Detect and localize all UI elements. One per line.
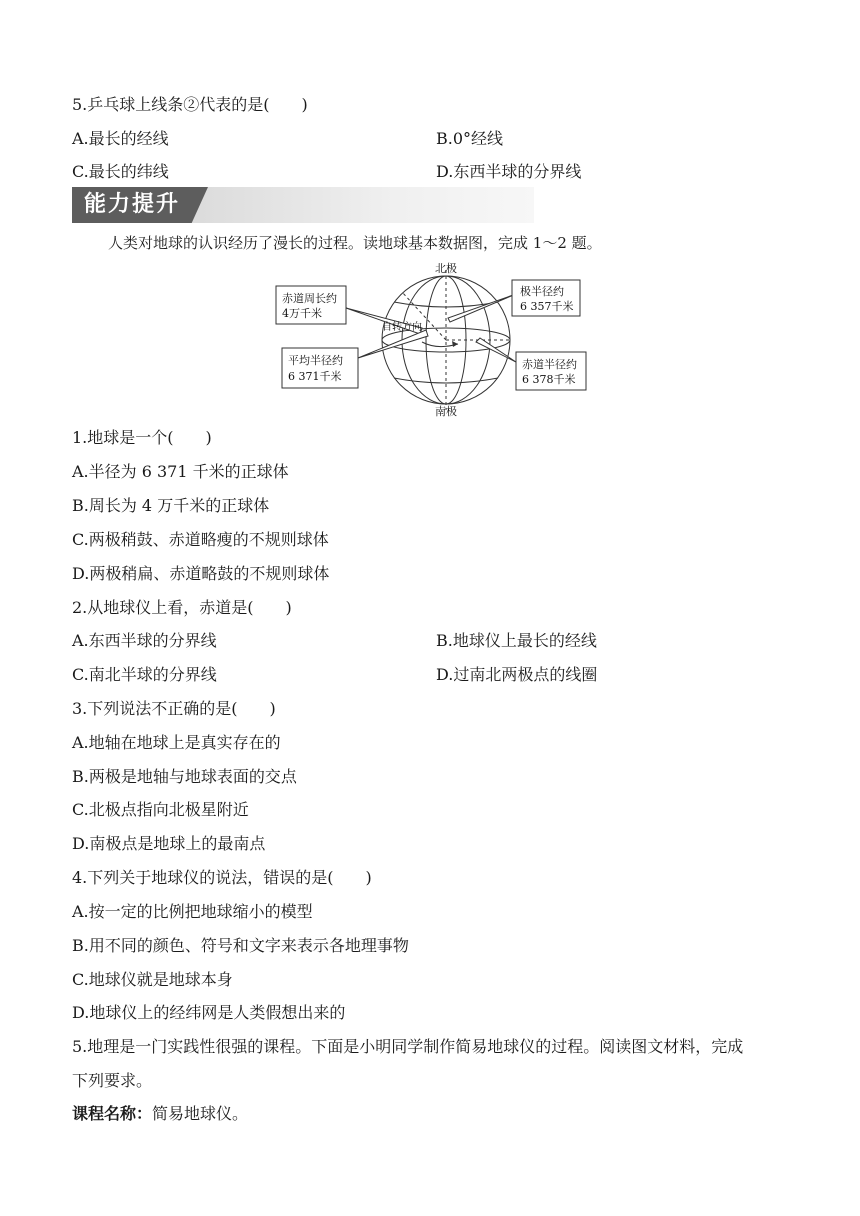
option-d: D.东西半球的分界线 [436, 162, 582, 181]
intro-text: 人类对地球的认识经历了漫长的过程。读地球基本数据图，完成 1～2 题。 [108, 234, 602, 252]
question-3-stem: 3.下列说法不正确的是( ) [72, 699, 276, 718]
question-3-option-c: C.北极点指向北极星附近 [72, 800, 249, 819]
box-equatorial-radius-line2: 6 378千米 [522, 373, 576, 386]
earth-figure [272, 262, 590, 418]
banner-title: 能力提升 [84, 192, 181, 217]
box-polar-radius-line1: 极半径约 [520, 285, 564, 298]
question-2-option-b: B.地球仪上最长的经线 [436, 631, 597, 650]
question-1-option-c: C.两极稍鼓、赤道略瘦的不规则球体 [72, 530, 329, 549]
question-1-option-d: D.两极稍扁、赤道略鼓的不规则球体 [72, 564, 330, 583]
box-mean-radius-line1: 平均半径约 [288, 354, 343, 367]
option-b: B.0°经线 [436, 129, 504, 148]
question-4-option-c: C.地球仪就是地球本身 [72, 970, 233, 989]
question-2-option-c: C.南北半球的分界线 [72, 665, 217, 684]
question-4-stem: 4.下列关于地球仪的说法，错误的是( ) [72, 868, 372, 887]
box-mean-radius-line2: 6 371千米 [288, 370, 342, 383]
rotation-label: 自转方向 [382, 322, 422, 333]
question-4-option-b: B.用不同的颜色、符号和文字来表示各地理事物 [72, 936, 409, 955]
question-3-option-a: A.地轴在地球上是真实存在的 [72, 733, 281, 752]
box-polar-radius-line2: 6 357千米 [520, 300, 574, 313]
course-name-label: 课程名称： [72, 1104, 153, 1123]
box-equatorial-radius-line1: 赤道半径约 [522, 358, 577, 371]
rotation-arrow-head [452, 341, 458, 347]
south-pole-label: 南极 [435, 405, 457, 418]
question-stem: 5.乒乓球上线条②代表的是( ) [72, 95, 308, 114]
box-equator-circumference-line2: 4万千米 [282, 307, 322, 320]
question-5-stem-line1: 5.地理是一门实践性很强的课程。下面是小明同学制作简易地球仪的过程。阅读图文材料，完成 [72, 1037, 744, 1056]
question-2-stem: 2.从地球仪上看，赤道是( ) [72, 598, 292, 617]
question-3-option-b: B.两极是地轴与地球表面的交点 [72, 767, 297, 786]
question-4-option-d: D.地球仪上的经纬网是人类假想出来的 [72, 1003, 346, 1022]
question-1-stem: 1.地球是一个( ) [72, 428, 212, 447]
leader-mean-radius [358, 330, 428, 358]
question-5-stem-line2: 下列要求。 [72, 1071, 153, 1090]
earth-diagram [272, 262, 590, 418]
question-4-option-a: A.按一定的比例把地球缩小的模型 [72, 902, 313, 921]
course-name [72, 1104, 248, 1124]
question-2-option-a: A.东西半球的分界线 [72, 631, 217, 650]
section-banner [72, 187, 534, 223]
course-name-value: 简易地球仪。 [152, 1104, 249, 1123]
option-c: C.最长的纬线 [72, 162, 169, 181]
question-3-option-d: D.南极点是地球上的最南点 [72, 834, 266, 853]
box-equator-circumference-line1: 赤道周长约 [282, 292, 337, 305]
option-a: A.最长的经线 [72, 129, 169, 148]
question-1-option-b: B.周长为 4 万千米的正球体 [72, 496, 270, 515]
question-1-option-a: A.半径为 6 371 千米的正球体 [72, 462, 289, 481]
question-2-option-d: D.过南北两极点的线圈 [436, 665, 598, 684]
north-pole-label: 北极 [435, 262, 457, 275]
